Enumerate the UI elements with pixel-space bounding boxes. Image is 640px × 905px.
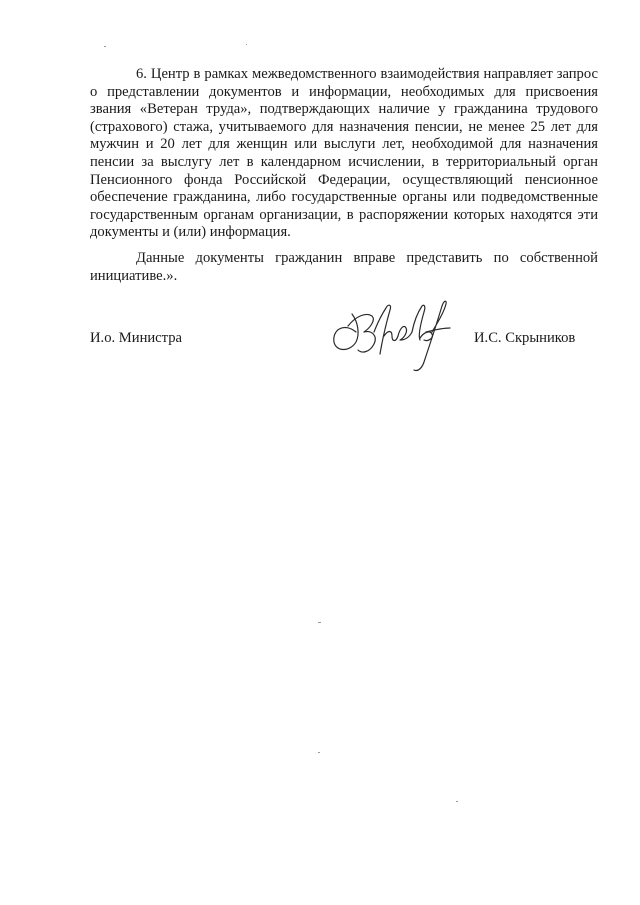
paragraph-initiative: Данные документы гражданин вправе представить по собственной инициативе.». <box>90 249 598 284</box>
scan-speck <box>456 801 458 802</box>
scan-speck <box>104 46 106 47</box>
scan-speck <box>246 44 247 45</box>
scan-speck <box>318 752 320 753</box>
document-body <box>90 66 598 285</box>
signatory-position: И.о. Министра <box>90 330 182 346</box>
handwritten-signature <box>326 292 456 374</box>
paragraph-6: 6. Центр в рамках межведомственного взаимодействия направляет запрос о представлении документов и информации, необходимых для присвоения звания «Ветеран труда», подтверждающих наличие у гражданина трудового (страхового) стажа, учитываемого для назначения пенсии, не менее 25 лет для мужчин и 20 лет для женщин или выслуги лет, необходимой для назначения пенсии за выслугу лет в календарном исчислении, в территориальный орган Пенсионного фонда Российской Федерации, осуществляющий пенсионное обеспечение гражданина, либо государственные органы или подведомственные государственным органам организации, в распоряжении которых находятся эти документы и (или) информация. <box>90 66 598 241</box>
scan-speck <box>318 622 321 623</box>
signatory-name: И.С. Скрыников <box>474 330 576 346</box>
